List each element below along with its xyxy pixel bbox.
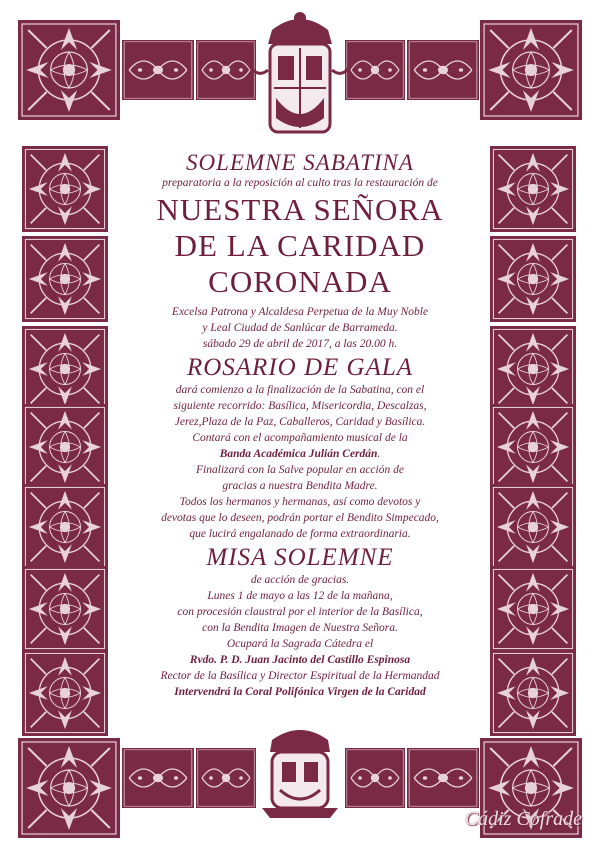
misa-line: con la Bendita Imagen de Nuestra Señora. xyxy=(202,622,398,634)
rosario-line: gracias a nuestra Bendita Madre. xyxy=(222,480,378,492)
intro-line: y Leal Ciudad de Sanlúcar de Barrameda. xyxy=(202,322,398,334)
rosario-line: Todos los hermanos y hermanas, así como devotos y xyxy=(179,496,421,508)
preacher-name: Rvdo. P. D. Juan Jacinto del Castillo Espinosa xyxy=(189,654,411,666)
coat-of-arms-bottom-icon xyxy=(262,730,338,818)
watermark-text: Cádiz Cofrade xyxy=(464,808,582,830)
misa-line: con procesión claustral por el interior de la Basílica, xyxy=(177,606,423,618)
rosario-line: que lucirá engalanado de forma extraordinaria. xyxy=(189,528,411,540)
virgin-name-line-3: CORONADA xyxy=(208,264,392,299)
rosario-line: Contará con el acompañamiento musical de la xyxy=(192,432,408,444)
misa-line: Ocupará la Sagrada Cátedra el xyxy=(226,638,374,650)
intro-line: Excelsa Patrona y Alcaldesa Perpetua de la Muy Noble xyxy=(171,306,429,318)
rosario-line: Jerez,Plaza de la Paz, Caballeros, Caridad y Basílica. xyxy=(174,416,426,428)
coat-of-arms-top-icon xyxy=(246,12,354,132)
rosario-line: dará comienzo a la finalización de la Sabatina, con el xyxy=(175,384,425,396)
misa-line: Lunes 1 de mayo a las 12 de la mañana, xyxy=(207,590,393,602)
misa-heading: MISA SOLEMNE xyxy=(206,544,394,571)
rosario-line: siguiente recorrido: Basílica, Misericordia, Descalzas, xyxy=(173,400,427,412)
announcement-text xyxy=(120,150,480,700)
virgin-name-line-1: NUESTRA SEÑORA xyxy=(156,192,444,227)
event-date: sábado 29 de abril de 2017, a las 20.00 h. xyxy=(202,338,398,350)
virgin-name-line-2: DE LA CARIDAD xyxy=(174,228,426,263)
rosario-line: Finalizará con la Salve popular en acción de xyxy=(196,464,404,476)
band-name: Banda Académica Julián Cerdán xyxy=(219,448,378,460)
band-suffix: . xyxy=(377,448,381,460)
rosario-line: devotas que lo deseen, podrán portar el Bendito Simpecado, xyxy=(161,512,439,524)
event-title: SOLEMNE SABATINA xyxy=(186,150,414,175)
event-subtitle: preparatoria a la reposición al culto tras la restauración de xyxy=(162,177,438,189)
misa-line: de acción de gracias. xyxy=(250,574,350,586)
preacher-role: Rector de la Basílica y Director Espiritual de la Hermandad xyxy=(160,670,440,682)
band-line xyxy=(120,446,480,462)
choir-line: Intervendrá la Coral Polifónica Virgen de la Caridad xyxy=(174,686,426,698)
rosario-heading: ROSARIO DE GALA xyxy=(186,354,414,381)
